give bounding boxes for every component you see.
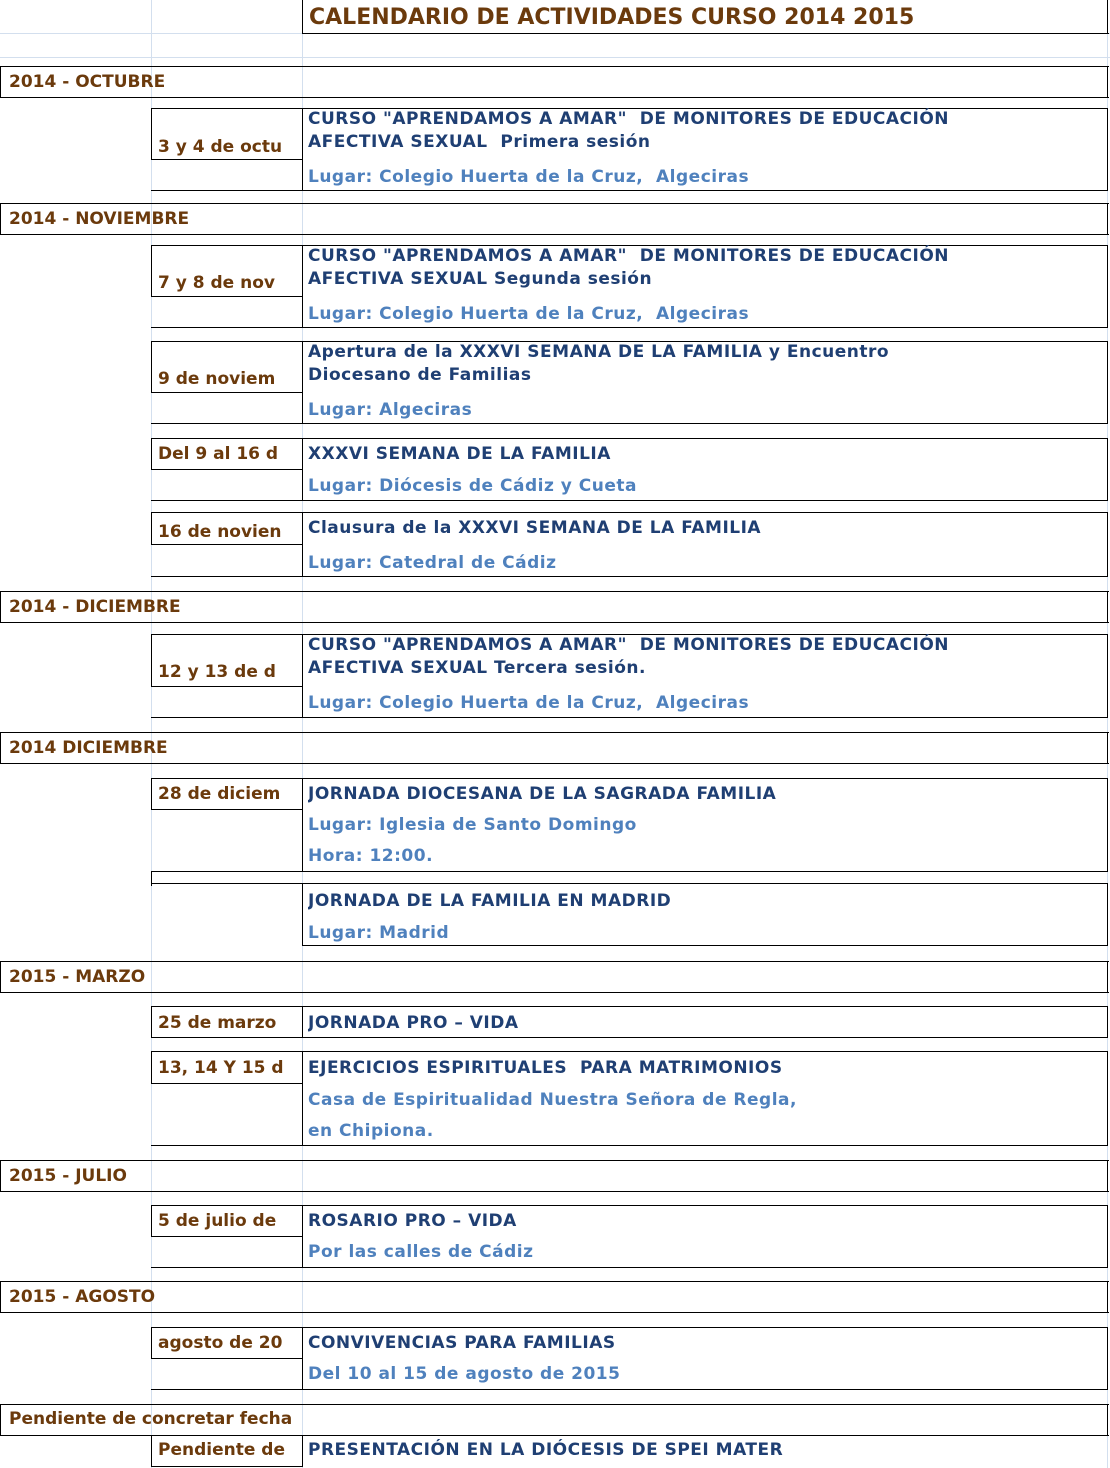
event-detail-cell: Lugar: Catedral de Cádiz (308, 553, 557, 573)
cell-border (0, 763, 1109, 764)
cell-border (151, 1327, 152, 1358)
cell-border (151, 1006, 1107, 1007)
cell-border (151, 1389, 303, 1390)
cell-border (0, 234, 1109, 235)
cell-border (151, 809, 303, 810)
cell-border (302, 327, 1108, 328)
cell-border (302, 0, 303, 33)
cell-border (0, 732, 1, 763)
cell-border (151, 1358, 303, 1359)
cell-border (0, 97, 1109, 98)
cell-border (151, 1051, 1107, 1052)
cell-border (302, 423, 1108, 424)
cell-border (302, 576, 1108, 577)
cell-border (1107, 591, 1108, 622)
section-month-header: 2014 - OCTUBRE (9, 72, 166, 92)
event-title-cell: CONVIVENCIAS PARA FAMILIAS (308, 1333, 616, 1353)
cell-border (151, 1435, 152, 1466)
cell-border (1107, 108, 1108, 190)
cell-border (302, 1327, 303, 1389)
cell-border (1107, 203, 1108, 234)
cell-border (1107, 634, 1108, 717)
cell-border (1107, 1205, 1108, 1267)
event-date-cell: 28 de diciem (158, 784, 281, 804)
cell-border (0, 66, 1, 97)
cell-border (1107, 66, 1108, 97)
event-title-cell: Diocesano de Familias (308, 365, 532, 385)
cell-border (151, 1145, 303, 1146)
cell-border (0, 203, 1109, 204)
cell-border (151, 871, 152, 886)
cell-border (1107, 883, 1108, 945)
cell-border (151, 1006, 152, 1037)
cell-border (0, 732, 1109, 733)
cell-border (151, 686, 303, 687)
cell-border (151, 883, 1107, 884)
event-detail-cell: Casa de Espiritualidad Nuestra Señora de Regla, (308, 1090, 797, 1110)
cell-border (151, 159, 303, 160)
section-month-header: 2015 - AGOSTO (9, 1287, 156, 1307)
cell-border (151, 1435, 1107, 1436)
event-detail-cell: Lugar: Colegio Huerta de la Cruz, Algeciras (308, 167, 750, 187)
cell-border (1107, 0, 1108, 33)
section-month-header: 2014 - NOVIEMBRE (9, 209, 190, 229)
section-month-header: 2015 - JULIO (9, 1166, 127, 1186)
cell-border (151, 296, 303, 297)
event-detail-cell: Por las calles de Cádiz (308, 1242, 534, 1262)
cell-border (302, 1145, 1108, 1146)
section-month-header: 2014 - DICIEMBRE (9, 597, 181, 617)
cell-border (302, 108, 303, 190)
event-date-cell: 7 y 8 de nov (158, 273, 275, 293)
event-detail-cell: Lugar: Diócesis de Cádiz y Cueta (308, 476, 637, 496)
cell-border (302, 1205, 303, 1267)
event-date-cell: Pendiente de (158, 1440, 285, 1460)
cell-border (1107, 1281, 1108, 1312)
cell-border (302, 512, 303, 576)
section-month-header: Pendiente de concretar fecha (9, 1409, 293, 1429)
cell-border (0, 1404, 1109, 1405)
cell-border (0, 1281, 1, 1312)
cell-border (151, 1267, 303, 1268)
section-month-header: 2015 - MARZO (9, 967, 146, 987)
cell-border (302, 1037, 1108, 1038)
cell-border (302, 190, 1108, 191)
cell-border (0, 1160, 1109, 1161)
cell-border (302, 245, 303, 327)
cell-border (0, 992, 1109, 993)
cell-border (151, 576, 303, 577)
event-title-cell: Apertura de la XXXVI SEMANA DE LA FAMILIA y Encuentro (308, 342, 890, 362)
event-date-cell: 3 y 4 de octu (158, 137, 283, 157)
cell-border (151, 778, 152, 809)
cell-border (0, 1281, 1109, 1282)
event-date-cell: 16 de novien (158, 522, 282, 542)
cell-border (151, 423, 303, 424)
cell-border (151, 1051, 152, 1083)
cell-border (1107, 1327, 1108, 1389)
cell-border (151, 438, 1107, 439)
event-title-cell: PRESENTACIÓN EN LA DIÓCESIS DE SPEI MATER (308, 1440, 784, 1460)
cell-border (302, 33, 1109, 34)
event-detail-cell: Lugar: Madrid (308, 923, 450, 943)
cell-border (151, 108, 152, 159)
cell-border (0, 203, 1, 234)
cell-border (1107, 1051, 1108, 1145)
cell-border (151, 190, 303, 191)
cell-border (1107, 1006, 1108, 1037)
event-title-cell: XXXVI SEMANA DE LA FAMILIA (308, 444, 611, 464)
event-date-cell: agosto de 20 (158, 1333, 283, 1353)
cell-border (302, 717, 1108, 718)
cell-border (151, 327, 303, 328)
page-title: CALENDARIO DE ACTIVIDADES CURSO 2014 2015 (309, 5, 915, 30)
cell-border (151, 1083, 303, 1084)
event-title-cell: JORNADA DE LA FAMILIA EN MADRID (308, 891, 672, 911)
cell-border (0, 622, 1109, 623)
cell-border (0, 591, 1109, 592)
event-date-cell: 9 de noviem (158, 369, 276, 389)
cell-border (151, 245, 152, 296)
cell-border (151, 1327, 1107, 1328)
event-title-cell: AFECTIVA SEXUAL Primera sesión (308, 132, 651, 152)
event-title-cell: JORNADA PRO – VIDA (308, 1013, 519, 1033)
cell-border (1107, 438, 1108, 500)
cell-border (302, 634, 303, 717)
event-title-cell: EJERCICIOS ESPIRITUALES PARA MATRIMONIOS (308, 1058, 783, 1078)
cell-border (151, 717, 303, 718)
cell-border (151, 512, 1107, 513)
cell-border (151, 871, 303, 872)
event-detail-cell: Lugar: Algeciras (308, 400, 473, 420)
cell-border (302, 778, 303, 871)
cell-border (151, 392, 303, 393)
cell-border (151, 500, 303, 501)
cell-border (302, 945, 1108, 946)
event-title-cell: Clausura de la XXXVI SEMANA DE LA FAMILIA (308, 518, 762, 538)
event-detail-cell: Lugar: Iglesia de Santo Domingo (308, 815, 637, 835)
cell-border (302, 500, 1108, 501)
event-date-cell: 13, 14 Y 15 d (158, 1058, 284, 1078)
cell-border (1107, 778, 1108, 871)
event-title-cell: AFECTIVA SEXUAL Segunda sesión (308, 269, 653, 289)
cell-border (1107, 1160, 1108, 1191)
cell-border (1107, 1404, 1108, 1435)
cell-border (302, 1006, 303, 1037)
cell-border (151, 1205, 1107, 1206)
cell-border (302, 1389, 1108, 1390)
cell-border (151, 438, 152, 469)
section-month-header: 2014 DICIEMBRE (9, 738, 168, 758)
event-detail-cell: Lugar: Colegio Huerta de la Cruz, Algeciras (308, 693, 750, 713)
cell-border (151, 512, 152, 544)
cell-border (302, 341, 303, 423)
cell-border (151, 341, 152, 392)
cell-border (302, 883, 303, 945)
event-detail-cell: Hora: 12:00. (308, 846, 434, 866)
cell-border (0, 1191, 1109, 1192)
cell-border (151, 778, 1107, 779)
cell-border (151, 1466, 303, 1467)
event-title-cell: AFECTIVA SEXUAL Tercera sesión. (308, 658, 646, 678)
cell-border (302, 871, 1108, 872)
event-date-cell: 12 y 13 de d (158, 662, 276, 682)
event-title-cell: CURSO "APRENDAMOS A AMAR" DE MONITORES DE EDUCACIÓN (308, 246, 950, 266)
cell-border (0, 1160, 1, 1191)
cell-border (0, 1312, 1109, 1313)
cell-border (302, 1435, 303, 1466)
cell-border (0, 591, 1, 622)
event-detail-cell: Del 10 al 15 de agosto de 2015 (308, 1364, 621, 1384)
event-title-cell: ROSARIO PRO – VIDA (308, 1211, 517, 1231)
cell-border (151, 634, 152, 686)
cell-border (0, 1404, 1, 1435)
cell-border (1107, 341, 1108, 423)
cell-border (151, 544, 303, 545)
cell-border (151, 1236, 303, 1237)
cell-border (151, 469, 303, 470)
cell-border (1107, 732, 1108, 763)
gridline (0, 57, 1110, 58)
cell-border (302, 438, 303, 500)
event-date-cell: Del 9 al 16 d (158, 444, 279, 464)
event-date-cell: 25 de marzo (158, 1013, 277, 1033)
cell-border (302, 1267, 1108, 1268)
cell-border (302, 1051, 303, 1145)
cell-border (0, 66, 1109, 67)
event-detail-cell: Lugar: Colegio Huerta de la Cruz, Algeciras (308, 304, 750, 324)
cell-border (1107, 512, 1108, 576)
cell-border (0, 961, 1109, 962)
cell-border (151, 1037, 303, 1038)
event-detail-cell: en Chipiona. (308, 1121, 434, 1141)
cell-border (151, 1205, 152, 1236)
event-title-cell: CURSO "APRENDAMOS A AMAR" DE MONITORES DE EDUCACIÓN (308, 635, 950, 655)
event-date-cell: 5 de julio de (158, 1211, 277, 1231)
event-title-cell: JORNADA DIOCESANA DE LA SAGRADA FAMILIA (308, 784, 777, 804)
event-title-cell: CURSO "APRENDAMOS A AMAR" DE MONITORES DE EDUCACIÓN (308, 109, 950, 129)
cell-border (1107, 961, 1108, 992)
cell-border (0, 961, 1, 992)
cell-border (1107, 245, 1108, 327)
